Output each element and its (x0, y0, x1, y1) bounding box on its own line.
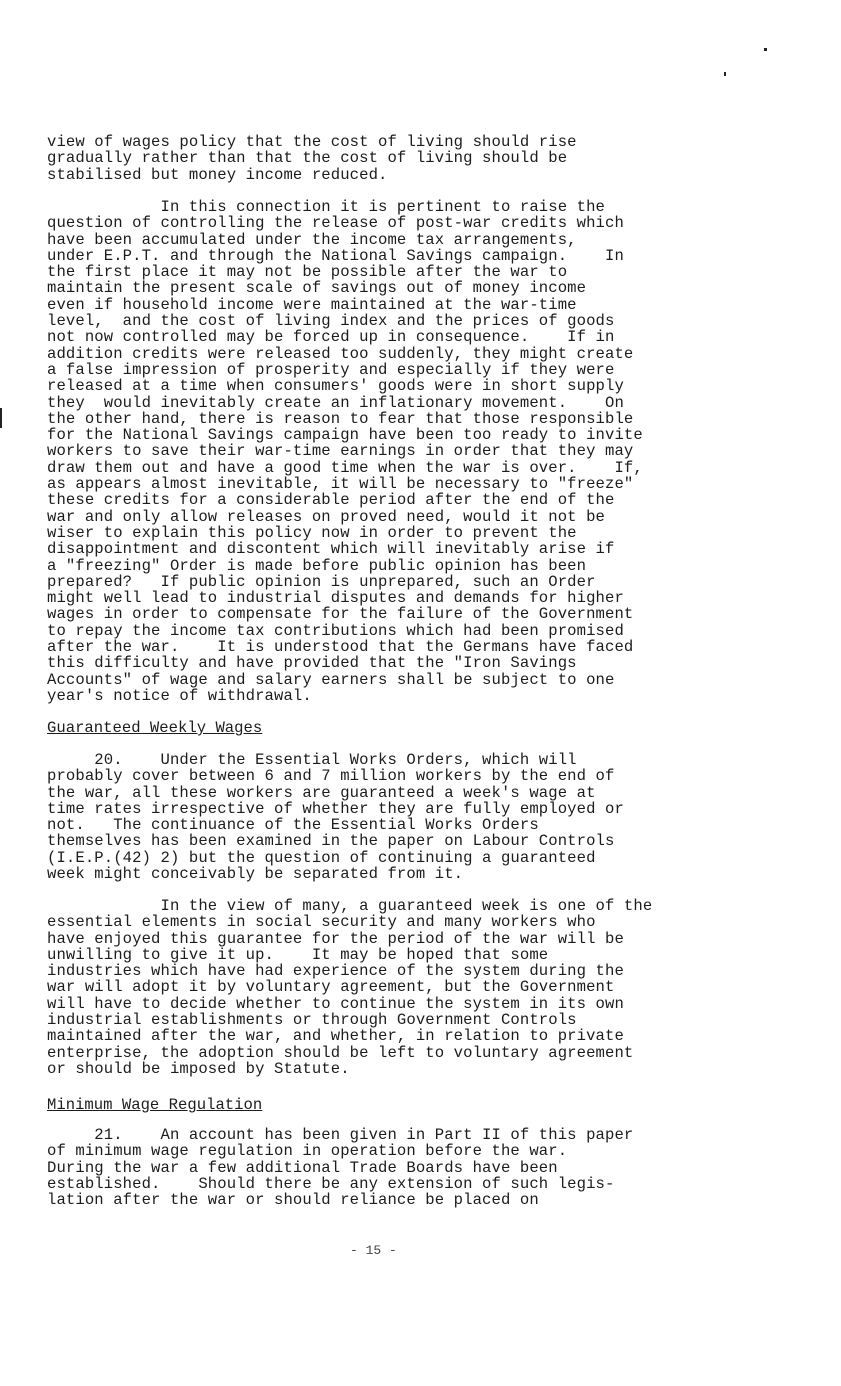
paragraph-20: 20. Under the Essential Works Orders, which will probably cover between 6 and 7 million workers by the end of the war, all these workers are guaranteed a week's wage at time rates irrespective of whether they are fully employed or not. The continuance of the Essential Works Orders themselves has been examined in the paper on Labour Controls (I.E.P.(42) 2) but the question of continuing a guaranteed week might conceivably be separated from it. (47, 751, 624, 884)
post-war-credits-paragraph: In this connection it is pertinent to raise the question of controlling the release of post-war credits which have been accumulated under the income tax arrangements, under E.P.T. and through the National Savings campaign. In the first place it may not be possible after the war to maintain the present scale of savings out of money income even if household income were maintained at the war-time level, and the cost of living index and the prices of goods not now controlled may be forced up in consequence. If in addition credits were released too suddenly, they might create a false impression of prosperity and especially if they were released at a time when consumers' goods were in short supply they would inevitably create an inflationary movement. On the other hand, there is reason to fear that those responsible for the National Savings campaign have been too ready to invite workers to save their war-time earnings in order that they may draw them out and have a good time when the war is over. If, as appears almost inevitable, it will be necessary to "freeze" these credits for a considerable period after the end of the war and only allow releases on proved need, would it not be wiser to explain this policy now in order to prevent the disappointment and discontent which will inevitably arise if a "freezing" Order is made before public opinion has been prepared? If public opinion is unprepared, such an Order might well lead to industrial disputes and demands for higher wages in order to compensate for the failure of the Government to repay the income tax contributions which had been promised after the war. It is understood that the Germans have faced this difficulty and have provided that the "Iron Savings Accounts" of wage and salary earners shall be subject to one year's notice of withdrawal. (47, 198, 643, 705)
paragraph-21: 21. An account has been given in Part II of this paper of minimum wage regulation in operation before the war. During the war a few additional Trade Boards have been established. Should there be any extension of such legis- lation after the war or should reliance be placed on (47, 1126, 634, 1210)
guaranteed-weekly-wages-heading: Guaranteed Weekly Wages (47, 719, 263, 737)
page-number: - 15 - (350, 1243, 397, 1258)
minimum-wage-regulation-heading: Minimum Wage Regulation (47, 1096, 263, 1114)
scan-edge-mark (0, 408, 2, 428)
scan-speck (764, 48, 767, 51)
scan-speck (724, 72, 726, 76)
intro-paragraph: view of wages policy that the cost of living should rise gradually rather than that the cost of living should be stabilised but money income reduced. (47, 133, 577, 184)
guaranteed-week-paragraph: In the view of many, a guaranteed week is one of the essential elements in social security and many workers who have enjoyed this guarantee for the period of the war will be unwilling to give it up. It may be hoped that some industries which have had experience of the system during the war will adopt it by voluntary agreement, but the Government will have to decide whether to continue the system in its own industrial establishments or through Government Controls maintained after the war, and whether, in relation to private enterprise, the adoption should be left to voluntary agreement or should be imposed by Statute. (47, 897, 653, 1078)
